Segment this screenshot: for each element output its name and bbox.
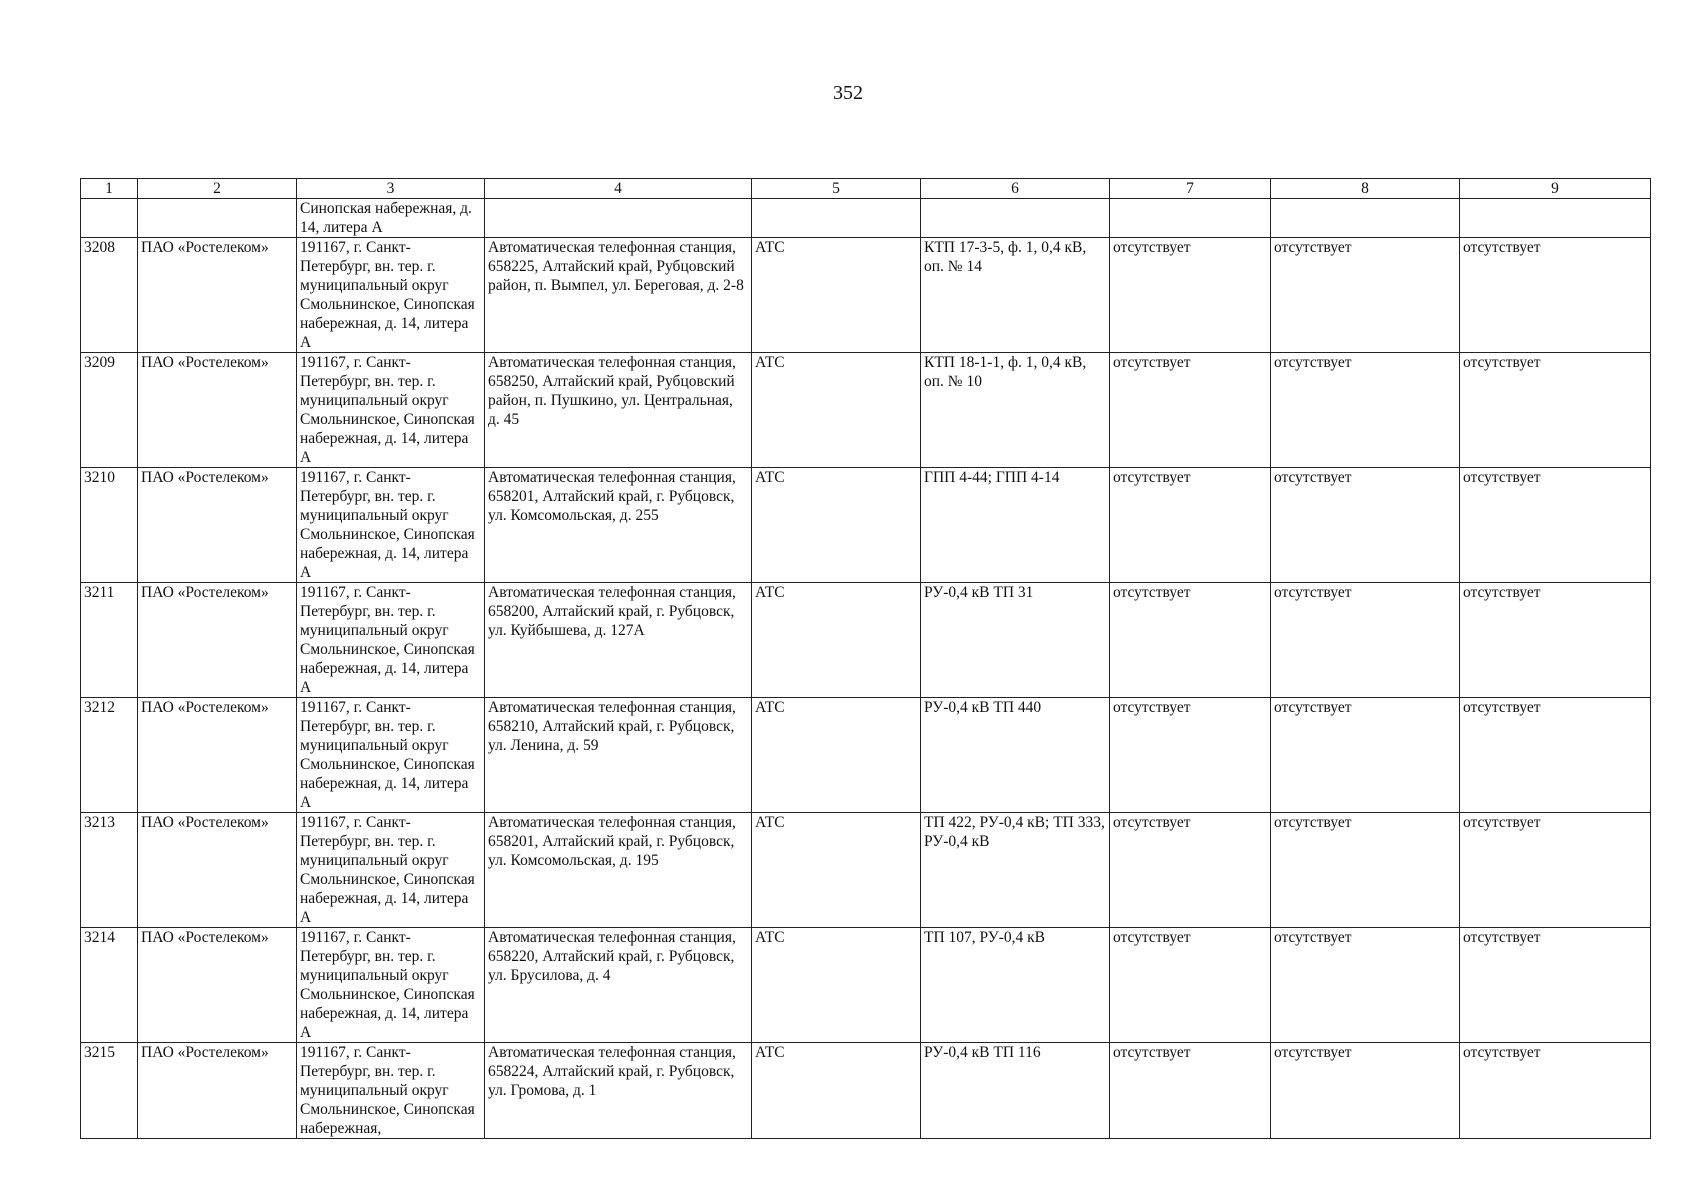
owner-cell: ПАО «Ростелеком» [138,813,297,928]
table-row [81,1043,1651,1139]
table-cell [1460,199,1651,238]
owner-address-cell: 191167, г. Санкт-Петербург, вн. тер. г. муниципальный округ Смольнинское, Синопская набережная, д. 14, литера А [297,238,485,353]
column-9-cell: отсутствует [1460,928,1651,1043]
column-number-row [81,179,1651,199]
object-type-cell: АТС [752,583,921,698]
table-cell [1271,199,1460,238]
owner-cell: ПАО «Ростелеком» [138,1043,297,1139]
column-8-cell: отсутствует [1271,238,1460,353]
table-row [81,813,1651,928]
table-row [81,698,1651,813]
column-9-cell: отсутствует [1460,583,1651,698]
row-number-cell: 3214 [81,928,138,1043]
column-8-cell: отсутствует [1271,468,1460,583]
table-cell [138,199,297,238]
column-7-cell: отсутствует [1110,353,1271,468]
column-7-cell: отсутствует [1110,1043,1271,1139]
power-source-cell: КТП 18-1-1, ф. 1, 0,4 кВ, оп. № 10 [921,353,1110,468]
row-number-cell: 3210 [81,468,138,583]
column-7-cell: отсутствует [1110,238,1271,353]
object-cell: Автоматическая телефонная станция, 658224, Алтайский край, г. Рубцовск, ул. Громова, д. 1 [485,1043,752,1139]
column-9-cell: отсутствует [1460,813,1651,928]
column-8-cell: отсутствует [1271,928,1460,1043]
column-header: 6 [921,179,1110,199]
column-8-cell: отсутствует [1271,698,1460,813]
column-9-cell: отсутствует [1460,238,1651,353]
page-number: 352 [833,82,863,104]
table-cell [752,199,921,238]
owner-address-cell: 191167, г. Санкт-Петербург, вн. тер. г. муниципальный округ Смольнинское, Синопская набережная, [297,1043,485,1139]
object-cell: Автоматическая телефонная станция, 658225, Алтайский край, Рубцовский район, п. Вымпел, ул. Береговая, д. 2-8 [485,238,752,353]
table-cell [485,199,752,238]
owner-address-cell: 191167, г. Санкт-Петербург, вн. тер. г. муниципальный округ Смольнинское, Синопская набережная, д. 14, литера А [297,468,485,583]
table-cell [81,199,138,238]
owner-cell: ПАО «Ростелеком» [138,698,297,813]
column-9-cell: отсутствует [1460,1043,1651,1139]
column-8-cell: отсутствует [1271,353,1460,468]
column-header: 3 [297,179,485,199]
object-type-cell: АТС [752,468,921,583]
column-9-cell: отсутствует [1460,698,1651,813]
table-cell [1110,199,1271,238]
row-number-cell: 3215 [81,1043,138,1139]
table-cell [921,199,1110,238]
object-type-cell: АТС [752,928,921,1043]
power-source-cell: РУ-0,4 кВ ТП 31 [921,583,1110,698]
object-cell: Автоматическая телефонная станция, 658201, Алтайский край, г. Рубцовск, ул. Комсомольская, д. 195 [485,813,752,928]
table-row [81,238,1651,353]
registry-table [80,178,1651,1139]
row-number-cell: 3208 [81,238,138,353]
owner-address-cell: 191167, г. Санкт-Петербург, вн. тер. г. муниципальный округ Смольнинское, Синопская набережная, д. 14, литера А [297,698,485,813]
column-header: 8 [1271,179,1460,199]
column-8-cell: отсутствует [1271,813,1460,928]
owner-address-cell: 191167, г. Санкт-Петербург, вн. тер. г. муниципальный округ Смольнинское, Синопская набережная, д. 14, литера А [297,813,485,928]
power-source-cell: РУ-0,4 кВ ТП 116 [921,1043,1110,1139]
column-header: 1 [81,179,138,199]
power-source-cell: ТП 422, РУ-0,4 кВ; ТП 333, РУ-0,4 кВ [921,813,1110,928]
owner-cell: ПАО «Ростелеком» [138,353,297,468]
owner-cell: ПАО «Ростелеком» [138,238,297,353]
power-source-cell: ТП 107, РУ-0,4 кВ [921,928,1110,1043]
column-7-cell: отсутствует [1110,928,1271,1043]
owner-address-cell: 191167, г. Санкт-Петербург, вн. тер. г. муниципальный округ Смольнинское, Синопская набережная, д. 14, литера А [297,928,485,1043]
table-row [81,353,1651,468]
row-number-cell: 3212 [81,698,138,813]
column-header: 2 [138,179,297,199]
column-header: 7 [1110,179,1271,199]
column-7-cell: отсутствует [1110,583,1271,698]
owner-address-cell: 191167, г. Санкт-Петербург, вн. тер. г. муниципальный округ Смольнинское, Синопская набережная, д. 14, литера А [297,583,485,698]
owner-cell: ПАО «Ростелеком» [138,583,297,698]
column-header: 4 [485,179,752,199]
owner-cell: ПАО «Ростелеком» [138,468,297,583]
object-cell: Автоматическая телефонная станция, 658220, Алтайский край, г. Рубцовск, ул. Брусилова, д. 4 [485,928,752,1043]
object-type-cell: АТС [752,813,921,928]
object-cell: Автоматическая телефонная станция, 658201, Алтайский край, г. Рубцовск, ул. Комсомольская, д. 255 [485,468,752,583]
power-source-cell: РУ-0,4 кВ ТП 440 [921,698,1110,813]
column-7-cell: отсутствует [1110,468,1271,583]
object-type-cell: АТС [752,1043,921,1139]
owner-cell: ПАО «Ростелеком» [138,928,297,1043]
column-header: 5 [752,179,921,199]
object-cell: Автоматическая телефонная станция, 658200, Алтайский край, г. Рубцовск, ул. Куйбышева, д. 127А [485,583,752,698]
column-9-cell: отсутствует [1460,468,1651,583]
column-8-cell: отсутствует [1271,1043,1460,1139]
row-number-cell: 3211 [81,583,138,698]
continuation-row [81,199,1651,238]
object-type-cell: АТС [752,698,921,813]
object-cell: Автоматическая телефонная станция, 658250, Алтайский край, Рубцовский район, п. Пушкино, ул. Центральная, д. 45 [485,353,752,468]
power-source-cell: КТП 17-3-5, ф. 1, 0,4 кВ, оп. № 14 [921,238,1110,353]
table-row [81,468,1651,583]
table-row [81,928,1651,1043]
object-type-cell: АТС [752,353,921,468]
column-7-cell: отсутствует [1110,813,1271,928]
row-number-cell: 3213 [81,813,138,928]
owner-address-cell: Синопская набережная, д. 14, литера А [297,199,485,238]
row-number-cell: 3209 [81,353,138,468]
table-row [81,583,1651,698]
owner-address-cell: 191167, г. Санкт-Петербург, вн. тер. г. муниципальный округ Смольнинское, Синопская набережная, д. 14, литера А [297,353,485,468]
object-cell: Автоматическая телефонная станция, 658210, Алтайский край, г. Рубцовск, ул. Ленина, д. 59 [485,698,752,813]
column-8-cell: отсутствует [1271,583,1460,698]
object-type-cell: АТС [752,238,921,353]
column-header: 9 [1460,179,1651,199]
column-7-cell: отсутствует [1110,698,1271,813]
power-source-cell: ГПП 4-44; ГПП 4-14 [921,468,1110,583]
column-9-cell: отсутствует [1460,353,1651,468]
